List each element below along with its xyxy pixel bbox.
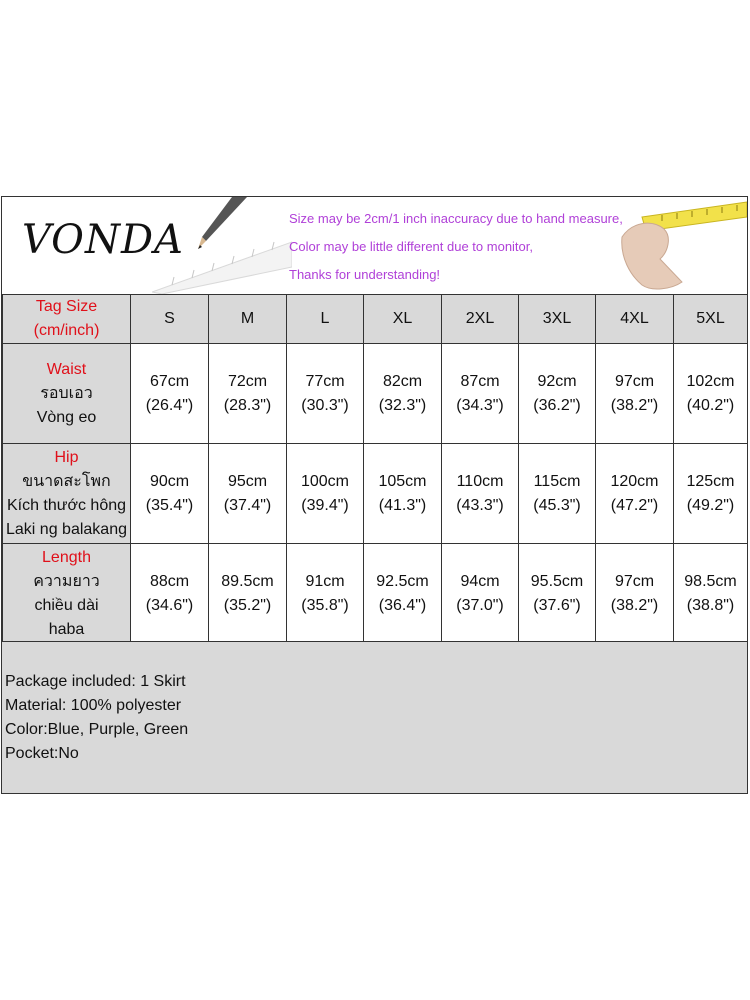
hip-s xyxy=(131,444,209,544)
hip-label xyxy=(3,444,131,544)
cell-text: (35.4") xyxy=(145,496,194,514)
color-info: Color:Blue, Purple, Green xyxy=(5,721,189,738)
cell-text: (35.2") xyxy=(223,596,272,614)
cell-text: 77cm xyxy=(305,372,345,390)
cell-text: (45.3") xyxy=(533,496,581,514)
size-m: M xyxy=(209,295,287,344)
cell-text: 102cm xyxy=(686,372,735,390)
hip-3xl xyxy=(519,444,596,544)
cell-text: (39.4") xyxy=(301,496,349,514)
cell-text: 82cm xyxy=(382,372,423,390)
cell-text: 97cm xyxy=(614,572,655,590)
cell-text: Vòng eo xyxy=(36,408,97,426)
cell-text: (49.2") xyxy=(686,496,735,514)
waist-l xyxy=(287,344,364,444)
cell-text: (26.4") xyxy=(145,396,194,414)
pocket-info: Pocket:No xyxy=(5,745,79,762)
waist-5xl xyxy=(674,344,748,444)
length-xl xyxy=(364,544,442,644)
cell-text: (28.3") xyxy=(223,396,272,414)
cell-text: 115cm xyxy=(533,472,581,490)
cell-text: (36.4") xyxy=(378,596,427,614)
length-m xyxy=(209,544,287,644)
cell-text: 95.5cm xyxy=(530,572,584,590)
cell-text: (37.0") xyxy=(456,596,504,614)
tag-size-label xyxy=(3,295,131,344)
waist-2xl xyxy=(442,344,519,444)
waist-label xyxy=(3,344,131,444)
cell-text: Tag Size xyxy=(35,298,98,315)
cell-text: 90cm xyxy=(149,472,190,490)
cell-text: (34.6") xyxy=(145,596,194,614)
hip-m xyxy=(209,444,287,544)
notice-thanks: Thanks for understanding! xyxy=(289,267,441,282)
length-l xyxy=(287,544,364,644)
waist-row xyxy=(3,344,748,444)
cell-text: 87cm xyxy=(460,372,500,390)
size-table xyxy=(2,294,748,644)
cell-text: 95cm xyxy=(227,472,268,490)
cell-text: Hip xyxy=(54,448,79,466)
cell-text: (35.8") xyxy=(301,596,349,614)
length-row xyxy=(3,544,748,644)
length-s xyxy=(131,544,209,644)
cell-text: 98.5cm xyxy=(684,572,737,590)
size-5xl: 5XL xyxy=(674,295,748,344)
length-4xl xyxy=(596,544,674,644)
hip-l xyxy=(287,444,364,544)
waist-3xl xyxy=(519,344,596,444)
cell-text: 100cm xyxy=(300,472,350,490)
cell-text: chiều dài xyxy=(34,596,99,614)
cell-text: haba xyxy=(48,620,85,638)
brand-logo: VONDA xyxy=(22,217,184,263)
material-info: Material: 100% polyester xyxy=(5,697,182,714)
cell-text: 67cm xyxy=(149,372,190,390)
ruler-pencil-icon xyxy=(152,197,292,294)
cell-text: (40.2") xyxy=(686,396,735,414)
hip-row xyxy=(3,444,748,544)
cell-text: ขนาดสะโพก xyxy=(22,472,111,490)
waist-s xyxy=(131,344,209,444)
cell-text: 89.5cm xyxy=(221,572,274,590)
product-details xyxy=(2,641,747,793)
notice-color: Color may be little different due to monitor, xyxy=(289,239,533,254)
cell-text: 72cm xyxy=(227,372,268,390)
cell-text: 97cm xyxy=(614,372,655,390)
size-2xl: 2XL xyxy=(442,295,519,344)
cell-text: (cm/inch) xyxy=(33,322,100,339)
cell-text: (38.2") xyxy=(610,396,659,414)
cell-text: ความยาว xyxy=(33,572,100,590)
cell-text: (47.2") xyxy=(610,496,659,514)
cell-text: รอบเอว xyxy=(40,384,93,402)
length-3xl xyxy=(519,544,596,644)
cell-text: 125cm xyxy=(686,472,735,490)
cell-text: (32.3") xyxy=(378,396,427,414)
hip-5xl xyxy=(674,444,748,544)
notice-measure: Size may be 2cm/1 inch inaccuracy due to hand measure, xyxy=(289,211,623,226)
cell-text: 92cm xyxy=(537,372,577,390)
cell-text: Laki ng balakang xyxy=(6,520,127,538)
cell-text: 92.5cm xyxy=(376,572,429,590)
cell-text: Waist xyxy=(46,360,87,378)
cell-text: 94cm xyxy=(460,572,500,590)
size-chart xyxy=(1,196,748,794)
cell-text: (30.3") xyxy=(301,396,349,414)
cell-text: 88cm xyxy=(149,572,190,590)
waist-4xl xyxy=(596,344,674,444)
cell-text: (38.2") xyxy=(610,596,659,614)
length-label xyxy=(3,544,131,644)
cell-text: (36.2") xyxy=(533,396,581,414)
length-5xl xyxy=(674,544,748,644)
hip-2xl xyxy=(442,444,519,544)
header-row xyxy=(3,295,748,344)
cell-text: (41.3") xyxy=(378,496,427,514)
measuring-tape-icon xyxy=(602,197,747,294)
size-s: S xyxy=(131,295,209,344)
cell-text: 120cm xyxy=(610,472,659,490)
size-xl: XL xyxy=(364,295,442,344)
hip-4xl xyxy=(596,444,674,544)
package-info: Package included: 1 Skirt xyxy=(5,673,186,690)
cell-text: (37.4") xyxy=(223,496,272,514)
cell-text: 110cm xyxy=(456,472,504,490)
hip-xl xyxy=(364,444,442,544)
waist-m xyxy=(209,344,287,444)
waist-xl xyxy=(364,344,442,444)
cell-text: (38.8") xyxy=(686,596,735,614)
banner xyxy=(2,197,747,295)
cell-text: 105cm xyxy=(378,472,427,490)
size-4xl: 4XL xyxy=(596,295,674,344)
cell-text: (43.3") xyxy=(456,496,504,514)
length-2xl xyxy=(442,544,519,644)
size-l: L xyxy=(287,295,364,344)
cell-text: (37.6") xyxy=(533,596,581,614)
cell-text: (34.3") xyxy=(456,396,504,414)
cell-text: Kích thước hông xyxy=(6,496,127,514)
cell-text: Length xyxy=(42,548,91,566)
cell-text: 91cm xyxy=(305,572,345,590)
size-3xl: 3XL xyxy=(519,295,596,344)
